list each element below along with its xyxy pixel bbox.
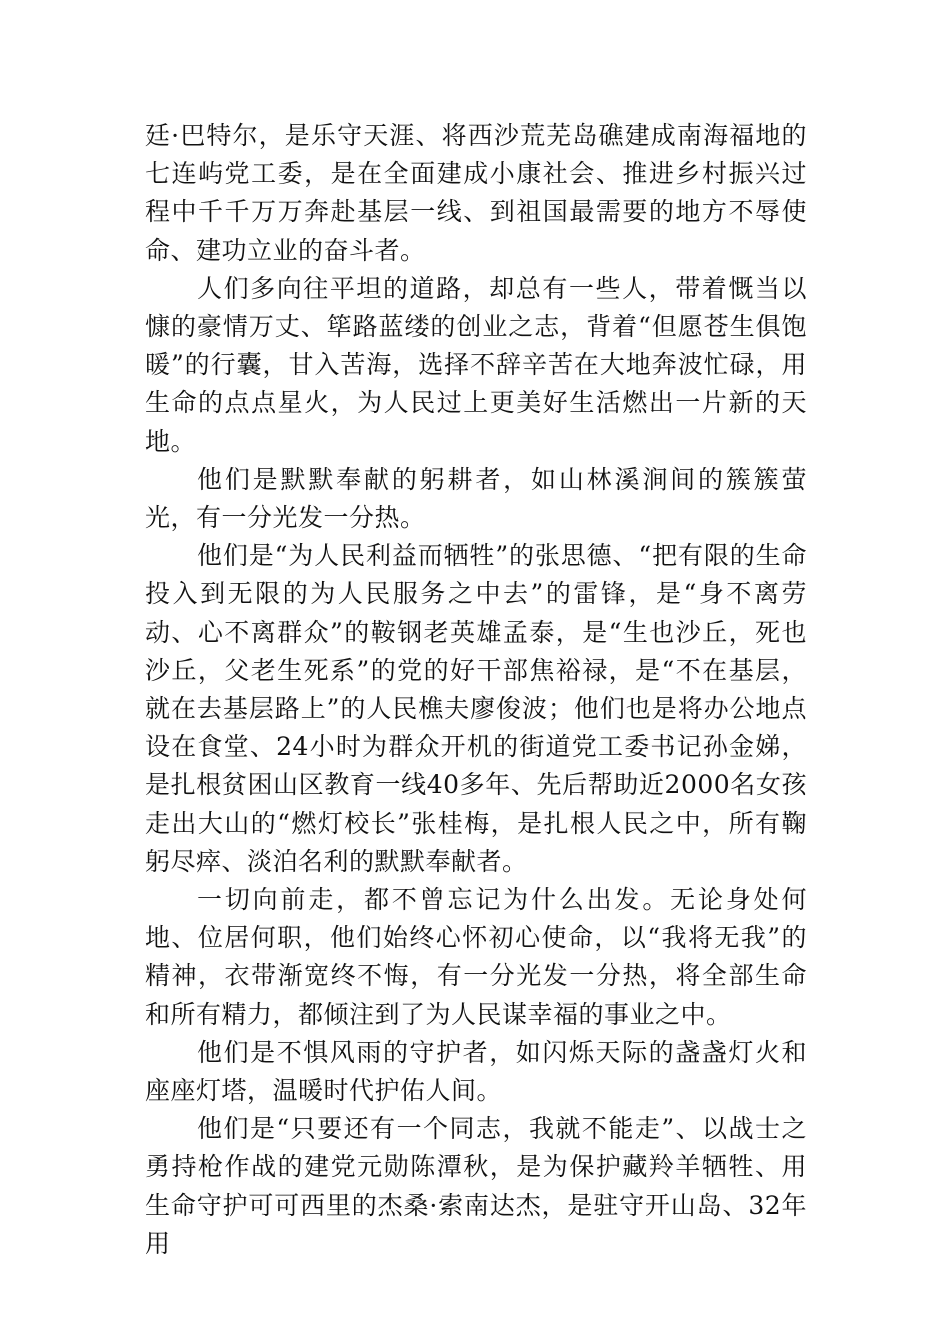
paragraph: 他们是不惧风雨的守护者，如闪烁天际的盏盏灯火和座座灯塔，温暖时代护佑人间。	[145, 1037, 807, 1106]
body-text	[145, 117, 807, 1263]
paragraph: 他们是默默奉献的躬耕者，如山林溪涧间的簇簇萤光，有一分光发一分热。	[145, 464, 807, 533]
paragraph: 廷·巴特尔，是乐守天涯、将西沙荒芜岛礁建成南海福地的七连屿党工委，是在全面建成小康社会、推进乡村振兴过程中千千万万奔赴基层一线、到祖国最需要的地方不辱使命、建功立业的奋斗者。	[145, 121, 807, 265]
paragraph: 人们多向往平坦的道路，却总有一些人，带着慨当以慷的豪情万丈、筚路蓝缕的创业之志，背着“但愿苍生俱饱暖”的行囊，甘入苦海，选择不辞辛苦在大地奔波忙碌，用生命的点点星火，为人民过上更美好生活燃出一片新的天地。	[145, 273, 807, 456]
paragraph: 他们是“为人民利益而牺牲”的张思德、“把有限的生命投入到无限的为人民服务之中去”的雷锋，是“身不离劳动、心不离群众”的鞍钢老英雄孟泰，是“生也沙丘，死也沙丘，父老生死系”的党的好干部焦裕禄，是“不在基层，就在去基层路上”的人民樵夫廖俊波；他们也是将办公地点设在食堂、24小时为群众开机的街道党工委书记孙金娣，是扎根贫困山区教育一线40多年、先后帮助近2000名女孩走出大山的“燃灯校长”张桂梅，是扎根人民之中，所有鞠躬尽瘁、淡泊名利的默默奉献者。	[145, 541, 807, 876]
paragraph: 一切向前走，都不曾忘记为什么出发。无论身处何地、位居何职，他们始终心怀初心使命，以“我将无我”的精神，衣带渐宽终不悔，有一分光发一分热，将全部生命和所有精力，都倾注到了为人民谋幸福的事业之中。	[145, 885, 807, 1029]
paragraph: 他们是“只要还有一个同志，我就不能走”、以战士之勇持枪作战的建党元勋陈潭秋，是为保护藏羚羊牺牲、用生命守护可可西里的杰桑·索南达杰，是驻守开山岛、32年用	[145, 1114, 807, 1258]
